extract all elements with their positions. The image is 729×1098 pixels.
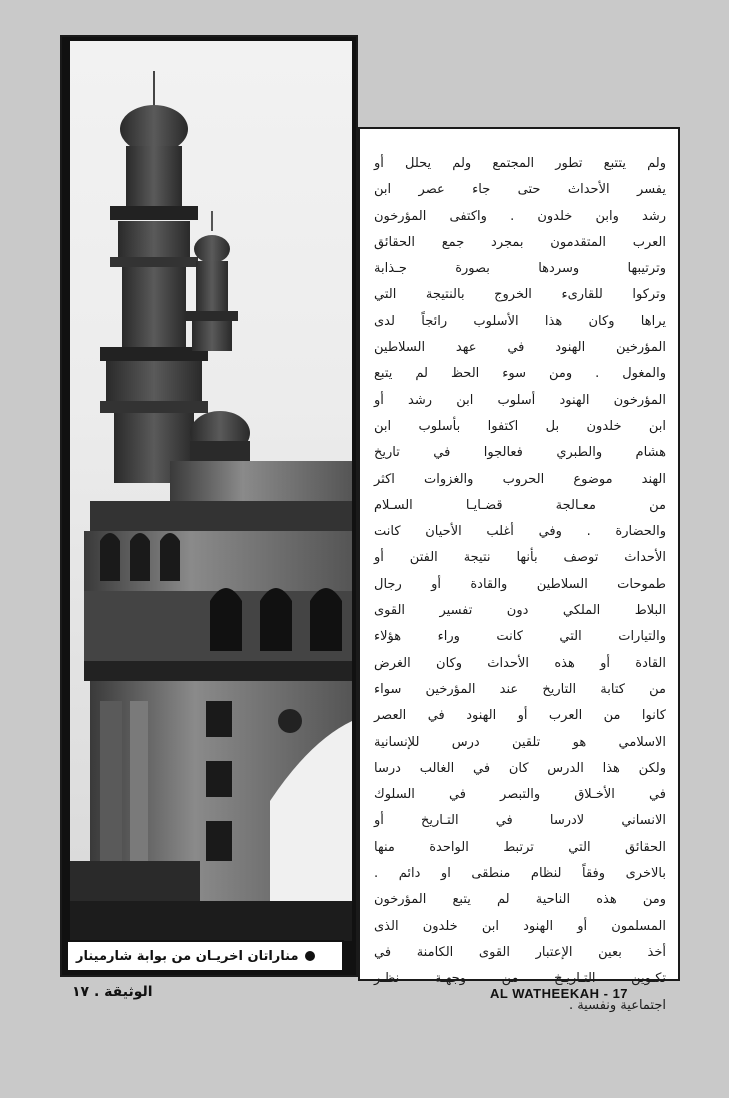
minaret-illustration <box>70 41 352 941</box>
article-line: ابن خلدون بل اكتفوا بأسلوب ابن <box>374 418 666 434</box>
article-line: رشد وابن خلدون . واكتفى المؤرخون <box>374 208 666 224</box>
charminar-minarets-photo <box>70 41 352 941</box>
article-line: كانوا من العرب أو الهنود في العصر <box>374 708 666 724</box>
article-line: وتركوا للقارىء الخروج بالنتيجة التي <box>374 287 666 303</box>
article-line: طموحات السلاطين والقادة أو رجال <box>374 576 666 592</box>
photo-caption-text: مناراتان اخريـان من بوابة شارمينار <box>76 948 299 964</box>
article-line: المسلمون أو الهنود ابن خلدون الذى <box>374 918 666 934</box>
article-line: هشام والطبري فعالجوا في تاريخ <box>374 445 666 461</box>
article-line: المؤرخون الهنود أسلوب ابن رشد أو <box>374 392 666 408</box>
article-line: ولكن هذا الدرس كان في الغالب درسا <box>374 760 666 776</box>
article-line: أخذ بعين الإعتبار القوى الكامنة في <box>374 944 666 960</box>
article-line: الاسلامي هو تلقين درس للإنسانية <box>374 734 666 750</box>
article-line: الأحداث توصف بأنها نتيجة الفتن أو <box>374 550 666 566</box>
article-line: وترتيبها وسردها بصورة جـذابة <box>374 261 666 277</box>
article-line: يراها وكان هذا الأسلوب رائجاً لدى <box>374 313 666 329</box>
article-line: بالاخرى وفقاً لنظام منطقى او دائم . <box>374 866 666 882</box>
footer-page-number-arabic: الوثيقة . ١٧ <box>72 984 153 1000</box>
photo-caption <box>66 940 344 972</box>
article-line: المؤرخين الهنود في عهد السلاطين <box>374 340 666 356</box>
article-body <box>374 151 666 1019</box>
article-line: والحضارة . وفي أغلب الأحيان كانت <box>374 524 666 540</box>
article-line: في الأخـلاق والتبصر في السلوك <box>374 787 666 803</box>
article-line: ولم يتتبع تطور المجتمع ولم يحلل أو <box>374 156 666 171</box>
footer-page-number-latin: AL WATHEEKAH - 17 <box>490 986 629 1001</box>
article-line: القادة أو هذه الأحداث وكان الغرض <box>374 655 666 671</box>
photo-frame <box>60 35 358 977</box>
article-line: البلاط الملكي دون تفسير القوى <box>374 603 666 619</box>
article-line: الانساني لادرسا في التـاريخ أو <box>374 813 666 829</box>
article-line: يفسر الأحداث حتى جاء عصر ابن <box>374 182 666 198</box>
article-line: والتيارات التي كانت وراء هؤلاء <box>374 629 666 645</box>
article-line: الهند موضوع الحروب والغزوات اكثر <box>374 471 666 487</box>
article-line: اجتماعية ونفسية . <box>568 997 666 1013</box>
article-line: من معـالجة قضـايـا السـلام <box>374 497 666 513</box>
article-line: من كتابة التاريخ عند المؤرخين سواء <box>374 681 666 697</box>
article-line: العرب المتقدمون بمجرد جمع الحقائق <box>374 234 666 250</box>
article-line: الحقائق التي ترتبط الواحدة منها <box>374 839 666 855</box>
bullet-icon <box>305 951 315 961</box>
article-line: تكـوين التـاريـخ من وجهـة نظـر <box>374 971 666 987</box>
article-line: ومن هذه الناحية لم يتبع المؤرخون <box>374 892 666 908</box>
article-line: والمغول . ومن سوء الحظ لم يتبع <box>374 366 666 382</box>
